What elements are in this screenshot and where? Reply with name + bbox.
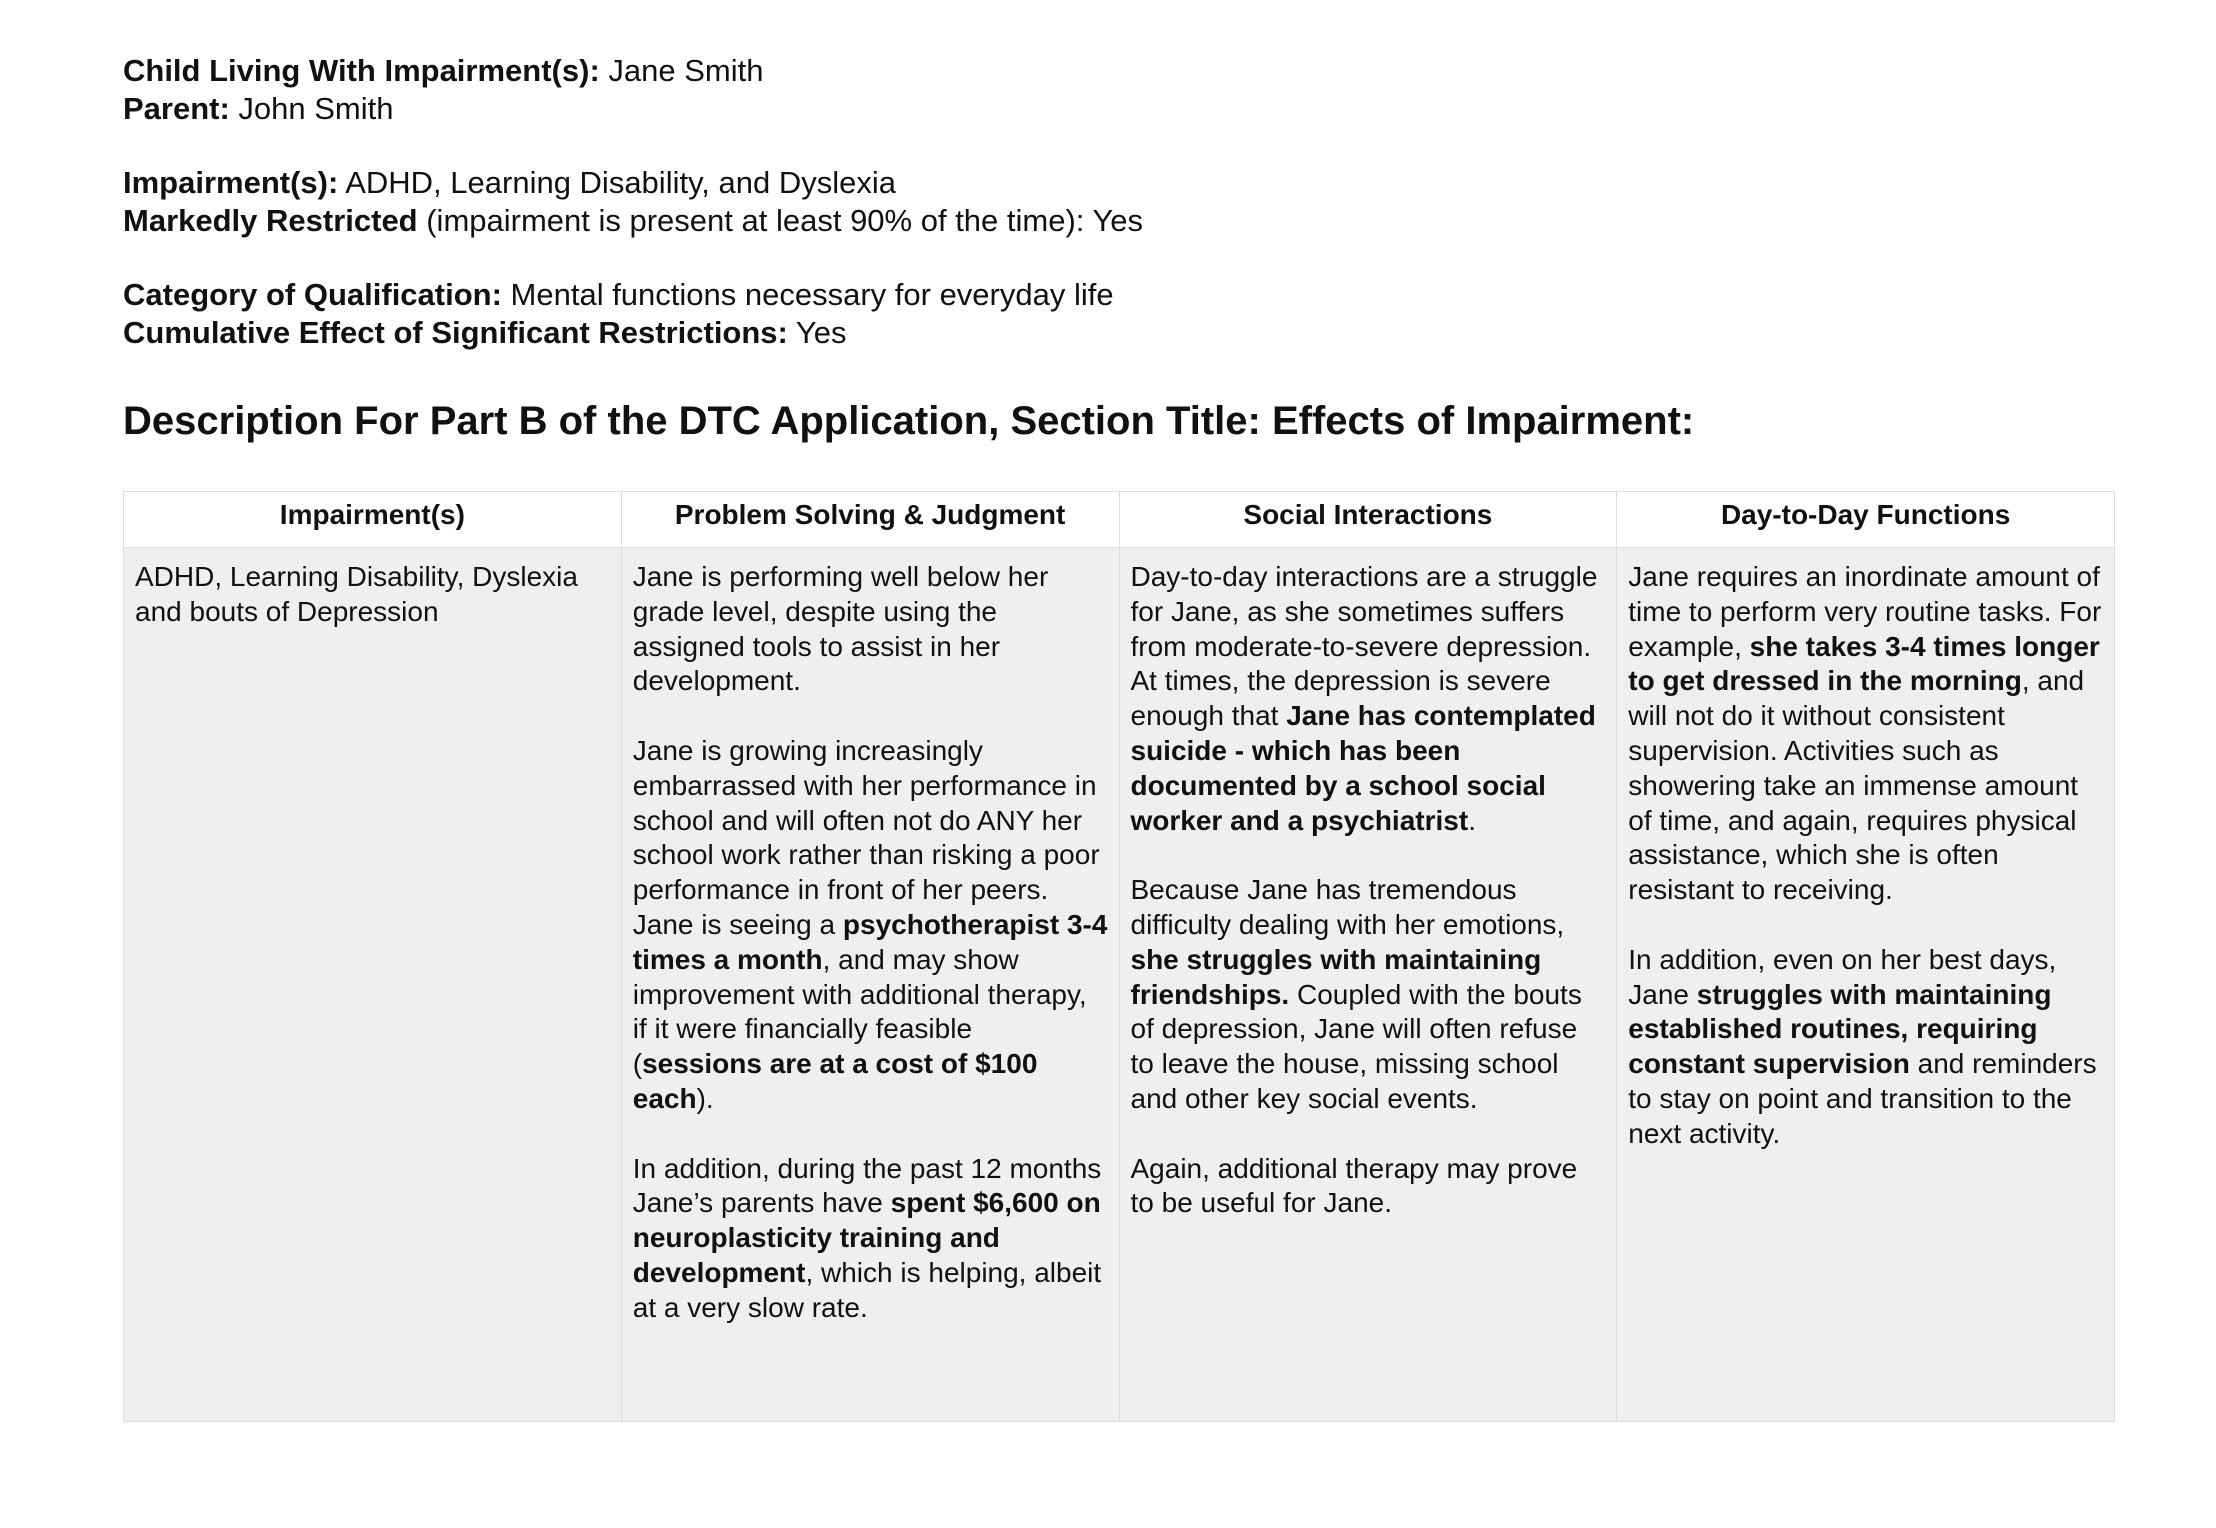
cumulative-line [123, 314, 2113, 352]
impairment-info [123, 164, 2113, 239]
cell-day-to-day [1617, 548, 2115, 1422]
impairments-text: ADHD, Learning Disability, Dyslexia and bouts of Depression [135, 561, 578, 627]
bold-run: struggles with maintaining established routines, requiring constant supervision [1628, 978, 2052, 1080]
social-p2 [1131, 873, 1606, 1117]
parent-line [123, 90, 2113, 128]
cell-problem-solving [621, 548, 1119, 1422]
category-value: Mental functions necessary for everyday life [501, 277, 1114, 312]
problem-solving-p1: Jane is performing well below her grade level, despite using the assigned tools to assist in her development. [632, 561, 1049, 697]
impairments-line [123, 164, 2113, 202]
day-to-day-p2 [1628, 943, 2103, 1152]
problem-solving-p2 [633, 734, 1108, 1117]
text-run: ). [696, 1082, 714, 1114]
restricted-label: Markedly Restricted [123, 202, 418, 238]
header-impairments: Impairment(s) [124, 492, 622, 548]
text-run: Jane is growing increasingly embarrassed with her performance in school and will often not do ANY her school work rather than risking a poor performance in front of her peers. Jane is seeing a [632, 734, 1100, 940]
document-page [123, 52, 2113, 1422]
section-title: Description For Part B of the DTC Application, Section Title: Effects of Impairment: [123, 399, 1695, 443]
bold-run: she takes 3-4 times longer to get dressed in the morning [1628, 630, 2100, 697]
header-problem-solving: Problem Solving & Judgment [621, 492, 1119, 548]
header-day-to-day: Day-to-Day Functions [1617, 492, 2115, 548]
bold-run: Jane has contemplated suicide - which has been documented by a school social worker and a psychiatrist [1130, 700, 1596, 836]
child-value: Jane Smith [599, 53, 764, 88]
cell-impairments [124, 548, 622, 1422]
text-run: Coupled with the bouts of depression, Jane will often refuse to leave the house, missing school and other key social events. [1130, 978, 1582, 1114]
text-run: Jane requires an inordinate amount of time to perform very routine tasks. For example, [1628, 561, 2102, 662]
bold-run: psychotherapist 3-4 times a month [632, 908, 1108, 975]
text-run: In addition, even on her best days, Jane [1628, 943, 2057, 1010]
cumulative-label: Cumulative Effect of Significant Restrictions: [123, 314, 788, 350]
impairments-value: ADHD, Learning Disability, and Dyslexia [338, 165, 896, 200]
social-p1 [1131, 560, 1606, 838]
bold-run: spent $6,600 on neuroplasticity training and development [632, 1187, 1101, 1288]
parent-label: Parent: [123, 90, 230, 126]
parent-value: John Smith [229, 90, 394, 126]
cell-social-interactions [1119, 548, 1617, 1422]
category-label: Category of Qualification: [123, 277, 502, 312]
bold-run: sessions are at a cost of $100 each [632, 1048, 1038, 1114]
restricted-line [123, 202, 2113, 240]
social-p3: Again, additional therapy may prove to be useful for Jane. [1130, 1152, 1578, 1219]
text-run: In addition, during the past 12 months Jane’s parents have [632, 1152, 1102, 1219]
cumulative-value: Yes [787, 314, 847, 350]
restricted-value: (impairment is present at least 90% of the time): Yes [417, 202, 1144, 238]
text-run: Because Jane has tremendous difficulty dealing with her emotions, [1130, 874, 1565, 940]
effects-table [123, 491, 2115, 1422]
applicant-info [123, 52, 2113, 127]
impairments-label: Impairment(s): [123, 165, 339, 200]
day-to-day-p1 [1628, 560, 2103, 908]
text-run: , which is helping, albeit at a very slow rate. [632, 1256, 1102, 1323]
text-run: , and may show improvement with additional therapy, if it were financially feasible ( [632, 943, 1087, 1080]
qualification-info [123, 276, 2113, 351]
bold-run: she struggles with maintaining friendships. [1130, 943, 1542, 1010]
header-social-interactions: Social Interactions [1119, 492, 1617, 548]
problem-solving-p3 [633, 1152, 1108, 1326]
table-row [124, 548, 2115, 1422]
child-label: Child Living With Impairment(s): [123, 53, 600, 88]
table-header-row [124, 492, 2115, 548]
text-run: , and will not do it without consistent supervision. Activities such as showering take an immense amount of time, and again, requires physical assistance, which she is often resistant to receiving. [1628, 665, 2085, 906]
text-run: . [1468, 804, 1476, 836]
text-run: and reminders to stay on point and transition to the next activity. [1628, 1048, 2097, 1149]
child-line [123, 52, 2113, 90]
text-run: Day-to-day interactions are a struggle for Jane, as she sometimes suffers from moderate-to-severe depression. At times, the depression is severe enough that [1130, 561, 1598, 732]
category-line [123, 276, 2113, 314]
